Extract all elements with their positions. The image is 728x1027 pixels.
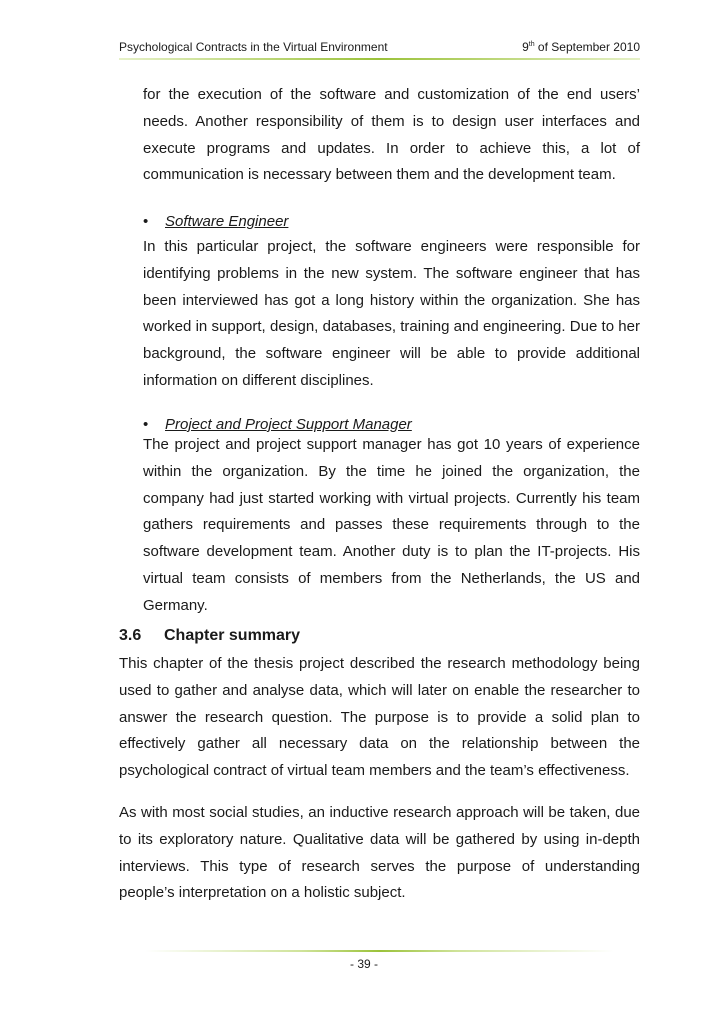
header-date-day: 9 <box>522 40 529 54</box>
page-number: - 39 - <box>349 957 378 971</box>
header-date <box>522 40 640 54</box>
paragraph-summary-1: This chapter of the thesis project described the research methodology being used to gather and analyse data, which will later on enable the researcher to answer the research question. The purpose is to provide a solid plan to effectively gather all necessary data on the relationship between the psychological contract of virtual team members and the team’s effectiveness. <box>119 655 640 780</box>
header-date-suffix: th <box>528 41 535 48</box>
bullet-project-manager-label: Project and Project Support Manager <box>165 416 412 433</box>
section-heading <box>119 627 300 645</box>
footer-divider <box>119 950 640 952</box>
bullet-dot-icon: • <box>143 213 149 230</box>
header-divider <box>119 58 640 60</box>
header-title: Psychological Contracts in the Virtual Environment <box>119 40 388 54</box>
section-number: 3.6 <box>119 627 142 644</box>
page-header <box>119 36 640 56</box>
header-date-rest: of September 2010 <box>534 40 640 54</box>
paragraph-software-engineer: In this particular project, the software engineers were responsible for identifying problems in the new system. The software engineer that has been interviewed has got a long history within the organization. She has worked in support, design, databases, training and engineering. Due to her background, the software engineer will be able to provide additional information on different disciplines. <box>143 238 640 389</box>
bullet-software-engineer <box>143 211 288 233</box>
paragraph-project-manager: The project and project support manager has got 10 years of experience within the organization. By the time he joined the organization, the company had just started working with virtual projects. Currently his team gathers requirements and passes these requirements through to the software development team. Another duty is to plan the IT-projects. His virtual team consists of members from the Netherlands, the US and Germany. <box>143 436 640 614</box>
bullet-software-engineer-label: Software Engineer <box>165 213 289 230</box>
paragraph-intro: for the execution of the software and customization of the end users’ needs. Another responsibility of them is to design user interfaces and execute programs and updates. In order to achieve this, a lot of communication is necessary between them and the development team. <box>143 86 640 184</box>
paragraph-summary-2: As with most social studies, an inductive research approach will be taken, due to its exploratory nature. Qualitative data will be gathered by using in-depth interviews. This type of research serves the purpose of understanding people’s interpretation on a holistic subject. <box>119 804 640 902</box>
section-title: Chapter summary <box>164 627 301 644</box>
bullet-dot-icon: • <box>143 416 149 433</box>
